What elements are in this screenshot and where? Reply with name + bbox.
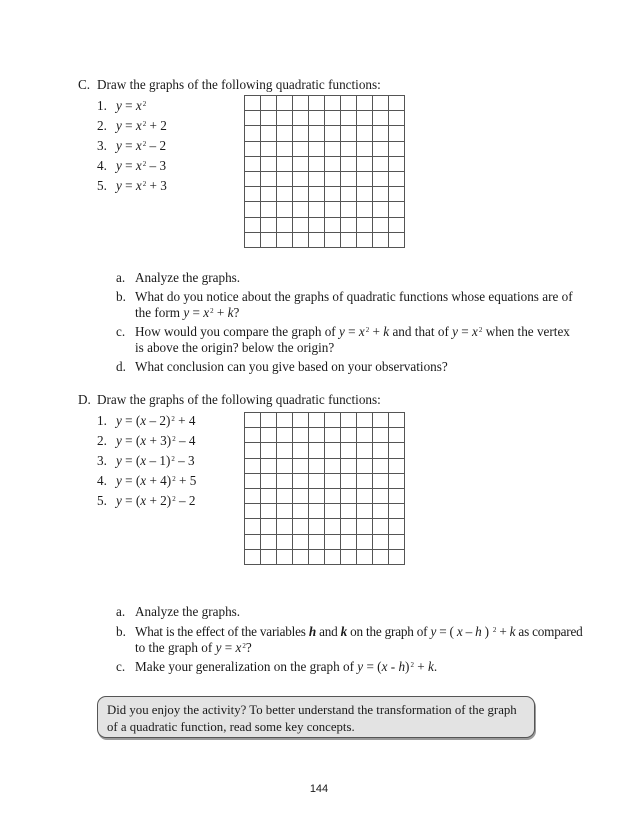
- grid-cell: [373, 519, 389, 534]
- grid-cell: [277, 443, 293, 458]
- grid-cell: [277, 550, 293, 565]
- grid-cell: [261, 459, 277, 474]
- grid-cell: [357, 233, 373, 248]
- grid-cell: [309, 172, 325, 187]
- grid-cell: [341, 96, 357, 111]
- grid-cell: [245, 489, 261, 504]
- grid-cell: [357, 142, 373, 157]
- grid-cell: [389, 504, 405, 519]
- grid-cell: [309, 519, 325, 534]
- grid-cell: [245, 157, 261, 172]
- grid-cell: [277, 218, 293, 233]
- c-equation-2: $y = x^2 + 2$: [116, 118, 167, 133]
- grid-cell: [293, 218, 309, 233]
- grid-cell: [373, 218, 389, 233]
- grid-cell: [357, 126, 373, 141]
- grid-cell: [245, 172, 261, 187]
- d-item-number-4: 4.: [97, 473, 107, 488]
- grid-cell: [277, 172, 293, 187]
- grid-cell: [261, 126, 277, 141]
- grid-cell: [277, 111, 293, 126]
- c-question-b-form-label: the form: [135, 305, 181, 320]
- grid-cell: [245, 96, 261, 111]
- grid-cell: [261, 157, 277, 172]
- d-question-b-k: k: [340, 624, 348, 639]
- grid-cell: [245, 142, 261, 157]
- grid-cell: [245, 202, 261, 217]
- d-question-a-label: a.: [116, 604, 126, 619]
- section-c-letter: C.: [78, 77, 91, 92]
- grid-cell: [341, 187, 357, 202]
- graph-grid-d[interactable]: [244, 412, 405, 565]
- grid-cell: [389, 519, 405, 534]
- grid-cell: [293, 489, 309, 504]
- grid-cell: [389, 443, 405, 458]
- c-question-a-label: a.: [116, 270, 126, 285]
- grid-cell: [293, 504, 309, 519]
- d-item-number-1: 1.: [97, 413, 107, 428]
- grid-cell: [293, 96, 309, 111]
- c-equation-5: $y = x^2 + 3$: [116, 178, 167, 193]
- grid-cell: [293, 202, 309, 217]
- grid-cell: [309, 428, 325, 443]
- grid-cell: [293, 233, 309, 248]
- grid-cell: [325, 218, 341, 233]
- grid-cell: [277, 202, 293, 217]
- grid-cell: [245, 187, 261, 202]
- grid-cell: [309, 202, 325, 217]
- grid-cell: [245, 535, 261, 550]
- grid-cell: [341, 142, 357, 157]
- grid-cell: [325, 550, 341, 565]
- grid-cell: [389, 111, 405, 126]
- grid-cell: [325, 172, 341, 187]
- grid-cell: [245, 233, 261, 248]
- grid-cell: [341, 413, 357, 428]
- grid-cell: [325, 459, 341, 474]
- d-question-c-text: Make your generalization on the graph of: [135, 659, 354, 674]
- grid-cell: [293, 172, 309, 187]
- grid-cell: [293, 126, 309, 141]
- grid-cell: [261, 519, 277, 534]
- grid-cell: [277, 489, 293, 504]
- grid-cell: [341, 550, 357, 565]
- grid-cell: [389, 550, 405, 565]
- d-question-b-label: b.: [116, 624, 126, 639]
- grid-cell: [261, 142, 277, 157]
- grid-cell: [389, 489, 405, 504]
- grid-cell: [277, 233, 293, 248]
- grid-cell: [341, 443, 357, 458]
- grid-cell: [261, 187, 277, 202]
- c-question-c-part1: How would you compare the graph of: [135, 324, 336, 339]
- grid-cell: [293, 459, 309, 474]
- grid-cell: [309, 187, 325, 202]
- grid-cell: [325, 96, 341, 111]
- c-item-number-2: 2.: [97, 118, 107, 133]
- d-question-b-h: h: [308, 624, 316, 639]
- grid-cell: [357, 443, 373, 458]
- grid-cell: [245, 413, 261, 428]
- grid-cell: [389, 142, 405, 157]
- d-question-b-line2: to the graph of $y = x^2$?: [135, 640, 252, 655]
- grid-cell: [373, 126, 389, 141]
- grid-cell: [309, 535, 325, 550]
- grid-cell: [373, 157, 389, 172]
- c-question-b-line1: What do you notice about the graphs of quadratic functions whose equations are of: [135, 289, 573, 304]
- grid-cell: [389, 187, 405, 202]
- grid-cell: [261, 428, 277, 443]
- grid-cell: [373, 111, 389, 126]
- d-equation-1: y = (x – 2)$^2$ + 4: [116, 413, 196, 428]
- grid-cell: [277, 504, 293, 519]
- grid-cell: [357, 187, 373, 202]
- grid-cell: [309, 157, 325, 172]
- grid-cell: [293, 443, 309, 458]
- grid-cell: [277, 459, 293, 474]
- c-item-number-5: 5.: [97, 178, 107, 193]
- grid-cell: [373, 233, 389, 248]
- c-question-c-line2: is above the origin? below the origin?: [135, 340, 335, 355]
- section-d-heading: Draw the graphs of the following quadratic functions:: [97, 392, 381, 407]
- grid-cell: [309, 218, 325, 233]
- page-number: 144: [309, 783, 329, 795]
- grid-cell: [277, 413, 293, 428]
- grid-cell: [261, 202, 277, 217]
- grid-cell: [325, 157, 341, 172]
- grid-cell: [245, 428, 261, 443]
- grid-cell: [341, 202, 357, 217]
- grid-cell: [373, 504, 389, 519]
- c-question-c-label: c.: [116, 324, 126, 339]
- grid-cell: [293, 428, 309, 443]
- grid-cell: [373, 187, 389, 202]
- grid-cell: [277, 157, 293, 172]
- grid-cell: [357, 96, 373, 111]
- c-item-number-3: 3.: [97, 138, 107, 153]
- d-item-number-5: 5.: [97, 493, 107, 508]
- grid-cell: [309, 474, 325, 489]
- grid-cell: [357, 459, 373, 474]
- d-question-b-part1: What is the effect of the variables: [135, 624, 306, 639]
- grid-cell: [325, 489, 341, 504]
- c-question-c-part3: when the vertex: [485, 324, 570, 339]
- grid-cell: [309, 126, 325, 141]
- grid-cell: [373, 474, 389, 489]
- grid-cell: [277, 519, 293, 534]
- grid-cell: [357, 413, 373, 428]
- grid-cell: [389, 233, 405, 248]
- grid-cell: [261, 413, 277, 428]
- d-equation-3: y = (x – 1)$^2$ – 3: [116, 453, 195, 468]
- grid-cell: [357, 535, 373, 550]
- grid-cell: [357, 504, 373, 519]
- grid-cell: [293, 535, 309, 550]
- grid-cell: [373, 428, 389, 443]
- grid-cell: [389, 202, 405, 217]
- grid-cell: [293, 519, 309, 534]
- graph-grid-c[interactable]: [244, 95, 405, 248]
- d-question-b-and: and: [319, 624, 338, 639]
- grid-cell: [261, 489, 277, 504]
- grid-cell: [341, 126, 357, 141]
- section-d-letter: D.: [78, 392, 91, 407]
- grid-cell: [245, 218, 261, 233]
- grid-cell: [373, 172, 389, 187]
- grid-cell: [341, 157, 357, 172]
- grid-cell: [325, 187, 341, 202]
- grid-cell: [373, 550, 389, 565]
- c-question-c-line1: How would you compare the graph of $y = x^2 + k$ and that of $y = x^2$ when the vertex: [135, 324, 570, 339]
- grid-cell: [389, 172, 405, 187]
- grid-cell: [373, 443, 389, 458]
- grid-cell: [325, 504, 341, 519]
- c-question-b-line2: the form $y = x^2 + k$?: [135, 305, 240, 320]
- d-question-c: Make your generalization on the graph of y = (x - h)$^2$ + k.: [135, 659, 438, 674]
- grid-cell: [277, 428, 293, 443]
- d-question-b-part3: as compared: [518, 624, 583, 639]
- grid-cell: [261, 504, 277, 519]
- c-equation-3: $y = x^2 - 2$: [116, 138, 167, 153]
- grid-cell: [261, 218, 277, 233]
- grid-cell: [325, 233, 341, 248]
- d-question-b-part2: on the graph of: [350, 624, 428, 639]
- c-question-d: What conclusion can you give based on your observations?: [135, 359, 448, 374]
- grid-cell: [309, 413, 325, 428]
- c-item-number-1: 1.: [97, 98, 107, 113]
- grid-cell: [389, 413, 405, 428]
- grid-cell: [261, 474, 277, 489]
- d-question-b-line1: What is the effect of the variables h and k on the graph of y = ( x – h ) $^2$ + k as compared: [135, 624, 583, 639]
- c-question-b-label: b.: [116, 289, 126, 304]
- grid-cell: [373, 142, 389, 157]
- grid-cell: [293, 550, 309, 565]
- grid-cell: [389, 474, 405, 489]
- grid-cell: [357, 111, 373, 126]
- grid-cell: [261, 443, 277, 458]
- c-question-a: Analyze the graphs.: [135, 270, 241, 285]
- grid-cell: [325, 111, 341, 126]
- grid-cell: [389, 126, 405, 141]
- d-question-b-part4: to the graph of: [135, 640, 213, 655]
- grid-cell: [325, 443, 341, 458]
- grid-cell: [341, 474, 357, 489]
- grid-cell: [325, 428, 341, 443]
- grid-cell: [389, 157, 405, 172]
- grid-cell: [309, 504, 325, 519]
- grid-cell: [309, 459, 325, 474]
- d-item-number-3: 3.: [97, 453, 107, 468]
- grid-cell: [325, 202, 341, 217]
- c-question-d-label: d.: [116, 359, 126, 374]
- grid-cell: [389, 218, 405, 233]
- grid-cell: [341, 489, 357, 504]
- grid-cell: [325, 519, 341, 534]
- grid-cell: [373, 489, 389, 504]
- grid-cell: [389, 96, 405, 111]
- grid-cell: [245, 504, 261, 519]
- grid-cell: [341, 459, 357, 474]
- grid-cell: [309, 142, 325, 157]
- grid-cell: [389, 428, 405, 443]
- grid-cell: [245, 550, 261, 565]
- d-item-number-2: 2.: [97, 433, 107, 448]
- grid-cell: [341, 535, 357, 550]
- d-question-a: Analyze the graphs.: [135, 604, 241, 619]
- c-item-number-4: 4.: [97, 158, 107, 173]
- grid-cell: [293, 187, 309, 202]
- grid-cell: [277, 96, 293, 111]
- grid-cell: [357, 172, 373, 187]
- grid-cell: [341, 218, 357, 233]
- grid-cell: [341, 428, 357, 443]
- grid-cell: [309, 96, 325, 111]
- grid-cell: [277, 535, 293, 550]
- grid-cell: [309, 233, 325, 248]
- grid-cell: [373, 459, 389, 474]
- c-question-c-part2: and that of: [392, 324, 449, 339]
- d-equation-5: $y = (x + 2)^2 - 2$: [116, 493, 196, 508]
- d-equation-2: $y = (x + 3)^2 - 4$: [116, 433, 196, 448]
- grid-cell: [293, 474, 309, 489]
- grid-cell: [373, 413, 389, 428]
- grid-cell: [245, 459, 261, 474]
- grid-cell: [245, 126, 261, 141]
- grid-cell: [277, 474, 293, 489]
- grid-cell: [389, 535, 405, 550]
- grid-cell: [373, 202, 389, 217]
- c-equation-1: $y = x^2$: [116, 98, 147, 113]
- grid-cell: [261, 172, 277, 187]
- callout-text: Did you enjoy the activity? To better understand the transformation of the graph of a quadratic function, read some key concepts.: [107, 703, 517, 734]
- grid-cell: [341, 172, 357, 187]
- grid-cell: [341, 111, 357, 126]
- grid-cell: [341, 233, 357, 248]
- grid-cell: [309, 550, 325, 565]
- grid-cell: [261, 96, 277, 111]
- grid-cell: [261, 233, 277, 248]
- grid-cell: [245, 443, 261, 458]
- grid-cell: [373, 96, 389, 111]
- grid-cell: [245, 474, 261, 489]
- grid-cell: [357, 550, 373, 565]
- grid-cell: [277, 126, 293, 141]
- grid-cell: [293, 111, 309, 126]
- grid-cell: [293, 142, 309, 157]
- grid-cell: [261, 535, 277, 550]
- grid-cell: [309, 111, 325, 126]
- grid-cell: [341, 519, 357, 534]
- d-question-c-label: c.: [116, 659, 126, 674]
- c-equation-4: $y = x^2 - 3$: [116, 158, 167, 173]
- grid-cell: [341, 504, 357, 519]
- grid-cell: [373, 535, 389, 550]
- grid-cell: [357, 519, 373, 534]
- grid-cell: [261, 111, 277, 126]
- d-equation-4: $y = (x + 4)^2 + 5$: [116, 473, 197, 488]
- grid-cell: [325, 142, 341, 157]
- grid-cell: [325, 413, 341, 428]
- grid-cell: [357, 428, 373, 443]
- section-c-heading: Draw the graphs of the following quadratic functions:: [97, 77, 381, 92]
- grid-cell: [277, 187, 293, 202]
- grid-cell: [261, 550, 277, 565]
- grid-cell: [325, 535, 341, 550]
- grid-cell: [357, 218, 373, 233]
- grid-cell: [309, 443, 325, 458]
- grid-cell: [357, 202, 373, 217]
- grid-cell: [293, 157, 309, 172]
- grid-cell: [309, 489, 325, 504]
- grid-cell: [277, 142, 293, 157]
- grid-cell: [245, 111, 261, 126]
- grid-cell: [357, 489, 373, 504]
- grid-cell: [325, 126, 341, 141]
- grid-cell: [357, 474, 373, 489]
- grid-cell: [357, 157, 373, 172]
- grid-cell: [293, 413, 309, 428]
- grid-cell: [325, 474, 341, 489]
- callout-box: [97, 696, 535, 738]
- grid-cell: [245, 519, 261, 534]
- grid-cell: [389, 459, 405, 474]
